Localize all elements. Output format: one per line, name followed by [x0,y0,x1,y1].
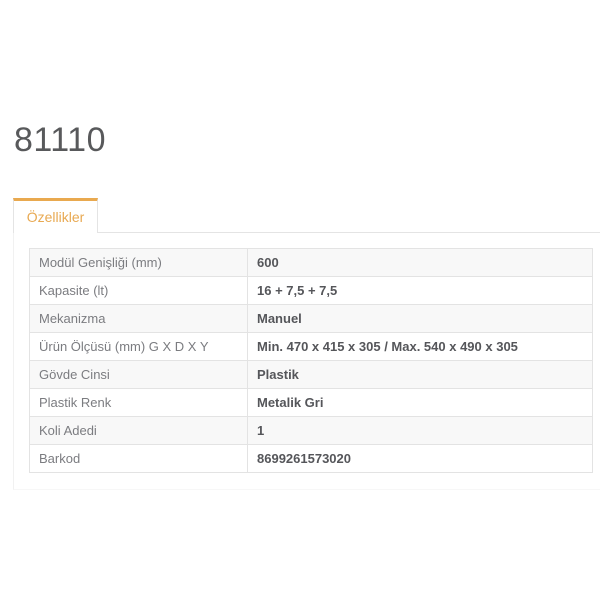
table-row [30,445,593,473]
table-row [30,389,593,417]
tab-content-panel [13,233,600,490]
tab-ozellikler-label: Özellikler [26,209,85,225]
spec-value: 1 [248,417,593,445]
tab-ozellikler[interactable] [13,198,98,233]
spec-value: 8699261573020 [248,445,593,473]
spec-label: Plastik Renk [30,389,248,417]
spec-value: 600 [248,249,593,277]
spec-table [29,248,593,473]
spec-value: Min. 470 x 415 x 305 / Max. 540 x 490 x 305 [248,333,593,361]
spec-label: Koli Adedi [30,417,248,445]
spec-label: Ürün Ölçüsü (mm) G X D X Y [30,333,248,361]
spec-label: Mekanizma [30,305,248,333]
spec-label: Barkod [30,445,248,473]
spec-label: Gövde Cinsi [30,361,248,389]
table-row [30,333,593,361]
table-row [30,249,593,277]
spec-value: 16 + 7,5 + 7,5 [248,277,593,305]
spec-value: Metalik Gri [248,389,593,417]
table-row [30,305,593,333]
table-row [30,277,593,305]
spec-label: Modül Genişliği (mm) [30,249,248,277]
spec-value: Plastik [248,361,593,389]
spec-value: Manuel [248,305,593,333]
table-row [30,417,593,445]
product-page [0,120,600,600]
product-code-title: 81110 [14,121,106,159]
spec-label: Kapasite (lt) [30,277,248,305]
table-row [30,361,593,389]
tab-bar [13,198,600,233]
